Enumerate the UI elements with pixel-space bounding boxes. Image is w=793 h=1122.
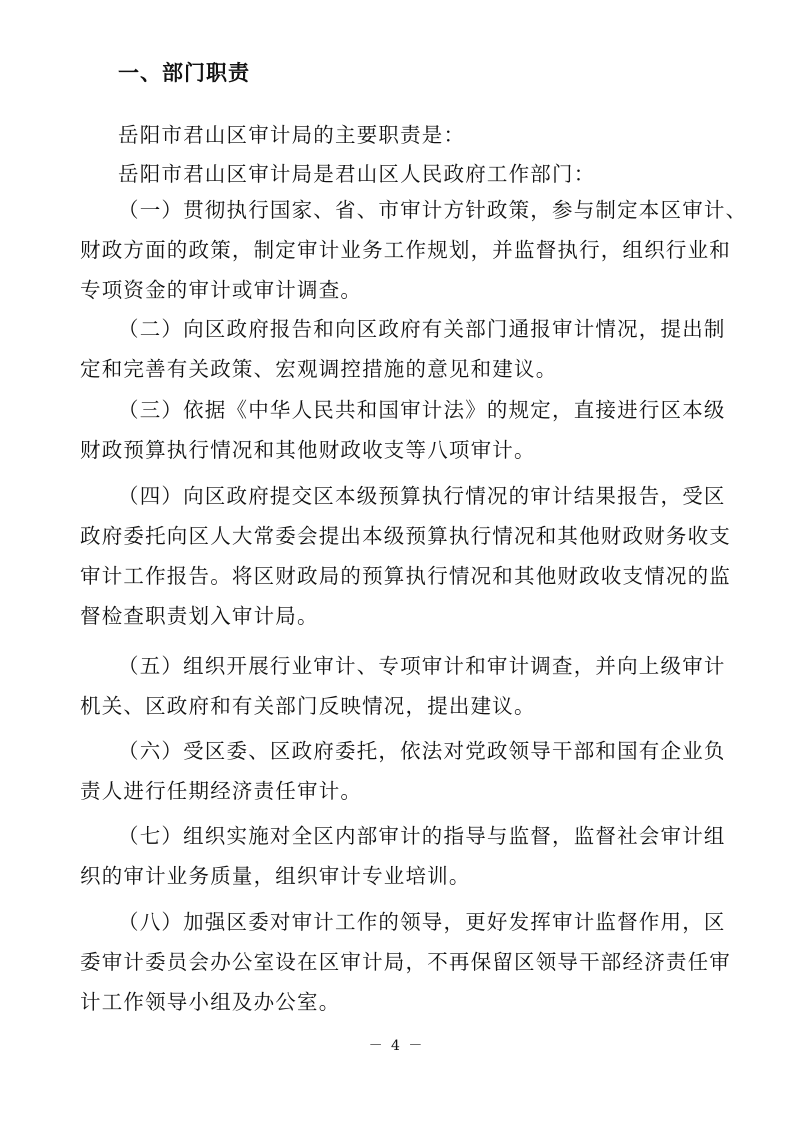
- paragraph-intro: [118, 115, 718, 155]
- page-number: － 4 －: [368, 1038, 425, 1054]
- paragraph-line: 专项资金的审计或审计调查。: [80, 278, 363, 302]
- paragraph-duty-5: [80, 646, 726, 726]
- paragraph-line: 财政预算执行情况和其他财政收支等八项审计。: [80, 438, 536, 462]
- paragraph-line: （七）组织实施对全区内部审计的指导与监督，监督社会审计组: [118, 824, 726, 848]
- paragraph-line: 织的审计业务质量，组织审计专业培训。: [80, 864, 471, 888]
- paragraph-line: 定和完善有关政策、宏观调控措施的意见和建议。: [80, 357, 558, 381]
- section-heading: 一、部门职责: [118, 61, 250, 85]
- paragraph-line: （四）向区政府提交区本级预算执行情况的审计结果报告，受区: [118, 484, 726, 508]
- paragraph-duty-8: [80, 902, 731, 1022]
- paragraph-line: 督检查职责划入审计局。: [80, 604, 319, 628]
- paragraph-line: 政府委托向区人大常委会提出本级预算执行情况和其他财政财务收支: [80, 524, 731, 548]
- paragraph-line: （五）组织开展行业审计、专项审计和审计调查，并向上级审计: [118, 654, 726, 678]
- paragraph-duty-3: [80, 390, 726, 470]
- paragraph-duty-7: [80, 816, 726, 896]
- paragraph-line: （八）加强区委对审计工作的领导，更好发挥审计监督作用，区: [118, 910, 726, 934]
- paragraph-duty-6: [80, 731, 726, 811]
- paragraph-line: 计工作领导小组及办公室。: [80, 990, 341, 1014]
- paragraph-department-role: [118, 154, 718, 194]
- paragraph-line: 审计工作报告。将区财政局的预算执行情况和其他财政收支情况的监: [80, 564, 731, 588]
- paragraph-line: 责人进行任期经济责任审计。: [80, 779, 363, 803]
- paragraph-line: 岳阳市君山区审计局是君山区人民政府工作部门：: [118, 162, 596, 186]
- paragraph-line: （三）依据《中华人民共和国审计法》的规定，直接进行区本级: [118, 398, 726, 422]
- paragraph-duty-2: [80, 309, 726, 389]
- paragraph-line: 岳阳市君山区审计局的主要职责是：: [118, 123, 466, 147]
- paragraph-line: （一）贯彻执行国家、省、市审计方针政策，参与制定本区审计、: [118, 198, 748, 222]
- paragraph-line: （六）受区委、区政府委托，依法对党政领导干部和国有企业负: [118, 739, 726, 763]
- paragraph-line: （二）向区政府报告和向区政府有关部门通报审计情况，提出制: [118, 317, 726, 341]
- paragraph-duty-4: [80, 476, 731, 636]
- paragraph-line: 机关、区政府和有关部门反映情况，提出建议。: [80, 694, 536, 718]
- paragraph-duty-1: [80, 190, 748, 310]
- paragraph-line: 委审计委员会办公室设在区审计局，不再保留区领导干部经济责任审: [80, 950, 731, 974]
- paragraph-line: 财政方面的政策，制定审计业务工作规划，并监督执行，组织行业和: [80, 238, 731, 262]
